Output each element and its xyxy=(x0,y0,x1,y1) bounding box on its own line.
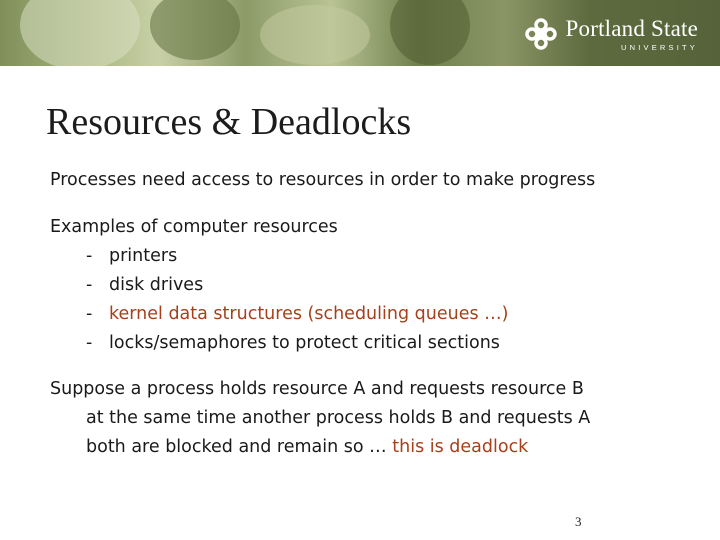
university-logo xyxy=(524,14,698,54)
brand-name: Portland State xyxy=(565,15,698,41)
list-item xyxy=(50,329,710,358)
banner-foliage xyxy=(20,0,140,66)
list-item xyxy=(50,242,710,271)
slide-title: Resources & Deadlocks xyxy=(46,101,412,143)
bullet-dash: - xyxy=(86,333,93,353)
list-item xyxy=(50,300,710,329)
bullet-dash: - xyxy=(86,304,93,324)
psu-logo-mark-icon xyxy=(524,17,558,51)
page-number: 3 xyxy=(575,514,582,529)
header-banner xyxy=(0,0,720,66)
slide-body xyxy=(50,166,710,462)
list-item-text: disk drives xyxy=(109,275,204,295)
scenario-line-3 xyxy=(50,433,710,462)
list-item-text: locks/semaphores to protect critical sections xyxy=(109,333,500,353)
brand-subtitle: UNIVERSITY xyxy=(620,42,698,52)
list-item xyxy=(50,271,710,300)
bullet-dash: - xyxy=(86,275,93,295)
banner-foliage xyxy=(260,5,370,65)
scenario-line-2: at the same time another process holds B and requests A xyxy=(86,408,591,428)
scenario-text: both are blocked and remain so … xyxy=(86,437,393,457)
list-item-text: kernel data structures (scheduling queues …) xyxy=(109,304,509,324)
scenario-line-1: Suppose a process holds resource A and requests resource B xyxy=(50,379,584,399)
list-item-text: printers xyxy=(109,246,178,266)
deadlock-highlight: this is deadlock xyxy=(392,437,529,457)
banner-foliage xyxy=(390,0,470,65)
examples-heading: Examples of computer resources xyxy=(50,217,338,237)
bullet-dash: - xyxy=(86,246,93,266)
banner-foliage xyxy=(150,0,240,60)
intro-text: Processes need access to resources in order to make progress xyxy=(50,170,596,190)
